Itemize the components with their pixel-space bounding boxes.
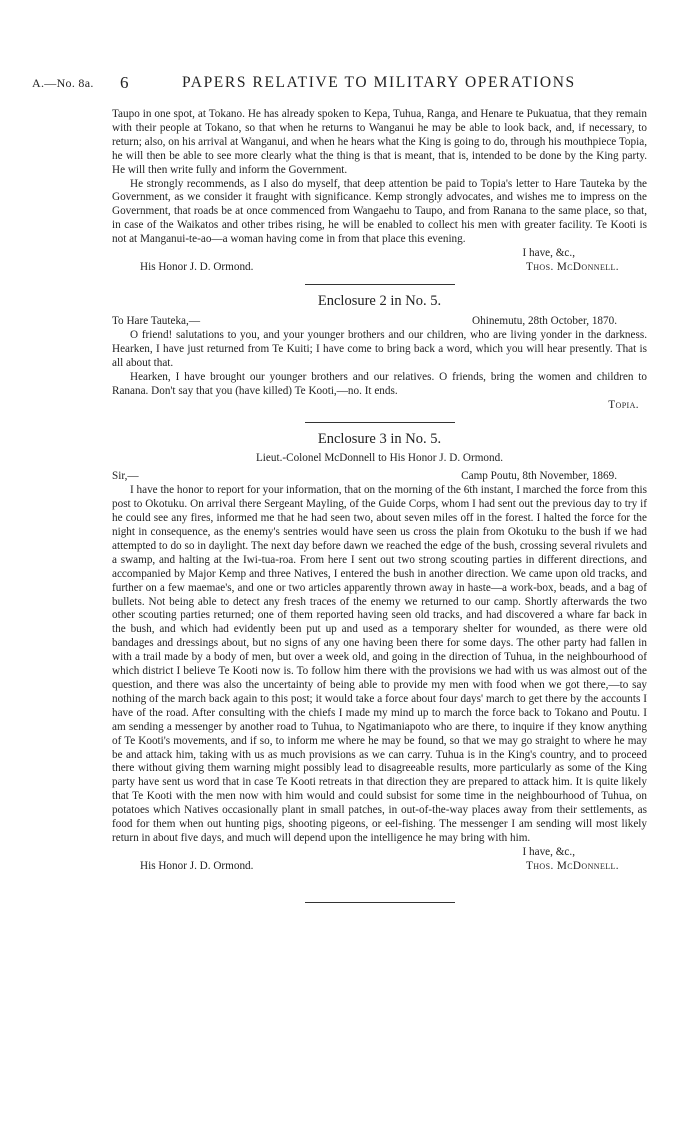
place-date: Camp Poutu, 8th November, 1869. <box>461 470 617 483</box>
signature: Thos. McDonnell. <box>526 261 619 274</box>
addressee: His Honor J. D. Ormond. <box>140 859 254 872</box>
enclosure-1-continuation <box>112 108 647 275</box>
enclosure-3 <box>112 430 647 874</box>
address-row <box>112 315 647 329</box>
signature: Thos. McDonnell. <box>526 859 619 872</box>
signature: Topia. <box>608 398 639 411</box>
document-body <box>112 108 647 912</box>
letter-heading: Lieut.-Colonel McDonnell to His Honor J. D. Ormond. <box>255 452 504 465</box>
signature-row <box>112 261 647 275</box>
page-header <box>32 74 672 96</box>
address-row <box>112 470 647 484</box>
enclosure-2 <box>112 295 647 412</box>
closing-line: I have, &c., <box>522 247 575 260</box>
paragraph: He strongly recommends, as I also do myself, that deep attention be paid to Topia's letter to Hare Tauteka by the Government, as we consider it fraught with significance. Kemp strongly advocates, and wishes me to impress on the Government, that roads be at once commenced from Wangaehu to Taupo, and from Ranana to the same place, so that, in case of the Waikatos and other tribes rising, he will be enabled to collect his men with greater facility. Te Kooti is not at Manganui-te-ao—a woman having come in from that place this evening. <box>112 177 647 246</box>
enclosure-title: Enclosure 2 in No. 5. <box>317 293 442 310</box>
salutation: Sir,— <box>112 470 139 483</box>
addressee: His Honor J. D. Ormond. <box>140 261 254 274</box>
signature-row <box>112 860 647 874</box>
section-divider <box>305 284 455 285</box>
paragraph: Taupo in one spot, at Tokano. He has already spoken to Kepa, Tuhua, Ranga, and Henare te Pukuatua, that they remain with their people at Tokano, so that when he returns to Wanganui he may be able to look back, and, if necessary, to return; also, on his arrival at Wanganui, and when he hears what the King is going to do, through his mouthpiece Topia, he will then be able to see more clearly what the thing is that is meant, that is, intended to be done by the King party. He will then write fully and inform the Government. <box>112 108 647 176</box>
closing-line: I have, &c., <box>522 845 575 858</box>
section-divider <box>305 422 455 423</box>
document-reference: A.—No. 8a. <box>32 76 94 90</box>
paragraph: O friend! salutations to you, and your younger brothers and our children, who are living yonder in the darkness. Hearken, I have just returned from Te Kuiti; I have come to bring back a word, which you will hear presently. That is all about that. <box>112 328 647 369</box>
paragraph: I have the honor to report for your information, that on the morning of the 6th instant, I marched the force from this post to Okotuku. On arrival there Sergeant Mayling, of the Guide Corps, whom I had sent out the previous day to try if he could see any fires, informed me that he had seen two, about seven miles off in the forest. I halted the force for the night in consequence, as the enemy's sentries would have seen us cross the plain from Okotuku to the bush if we had attempted to do so in daylight. The next day before dawn we reached the edge of the bush, crossing several rivulets and a swamp, and halting at the Iwi-tua-roa. From here I sent out two strong scouting parties in different directions, and accompanied by Major Kemp and three Natives, I entered the bush in another direction. We came upon old tracks, and further on a few maemae's, and one or two articles apparently thrown away in haste—a work-box, beads, and a bag of bullets. Not being able to detect any fresh traces of the enemy we returned to our camp. Shortly afterwards the two other scouting parties returned; one of them reported having seen old tracks, and had discovered a whare far back in the bush, and which had evidently been put up and used as a temporary shelter for wounded, as there were old bandages and dressings about, but no signs of any one having been there for some days. The other party had fallen in with a trail made by a body of men, but over a week old, and going in the direction of Tuhua, in the neighbourhood of which district I believe Te Kooti now is. To follow him there with the provisions we had with us was almost out of the question, and there was also the uncertainty of being able to provide my men with food when we got there,—to say nothing of the march back again to this post; it would take a force about four days' march to get there by the accounts I have of the road. After consulting with the chiefs I made my mind up to march the force back to Tokano and Poutu. I am sending a messenger by another road to Tuhua, to Ngatimaniapoto who are there, to inquire if they know anything of Te Kooti's movements, and if so, to inform me where he may be found, so that we may go straight to where he may be and attack him, taking with us as much provisions as we can carry. Tuhua is in the King's country, and to proceed there without giving them warning might possibly lead to disagreeable results, more particularly as some of the King party have sent us word that in case Te Kooti retreats in that direction they are prepared to attack him. It is quite likely that Te Kooti with the men now with him would and could subsist for some time in the neighbourhood of Tuhua, on potatoes which Natives occasionally plant in small patches, in out-of-the-way places away from their settlements, as food for them when out hunting pigs, shooting pigeons, or eel-fishing. The messenger I am sending will most likely return in about five days, and much will depend upon the intelligence he may bring with him. <box>112 484 647 844</box>
recipient: To Hare Tauteka,— <box>112 314 201 327</box>
place-date: Ohinemutu, 28th October, 1870. <box>472 314 617 327</box>
enclosure-title: Enclosure 3 in No. 5. <box>317 430 442 447</box>
section-divider <box>305 902 455 903</box>
page-number: 6 <box>120 73 129 92</box>
paragraph: Hearken, I have brought our younger brothers and our relatives. O friends, bring the women and children to Ranana. Don't say that you (have killed) Te Kooti,—no. It ends. <box>112 370 647 397</box>
running-title: PAPERS RELATIVE TO MILITARY OPERATIONS <box>182 74 576 91</box>
